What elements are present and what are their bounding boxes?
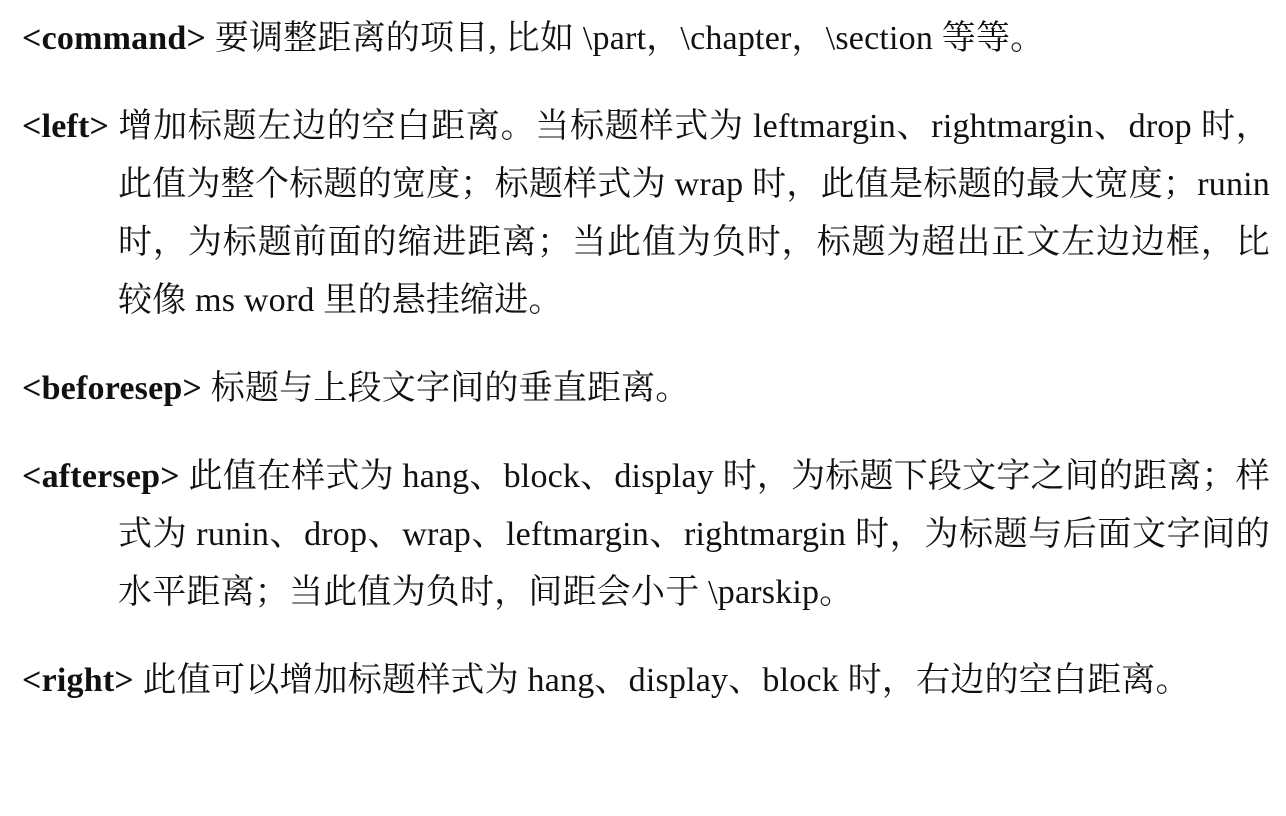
entry-right bbox=[22, 652, 1270, 710]
document-body bbox=[22, 10, 1270, 710]
entry-beforesep bbox=[22, 360, 1270, 418]
entry-command bbox=[22, 10, 1270, 68]
entry-term: <right> bbox=[22, 662, 134, 699]
entry-description: 标题与上段文字间的垂直距离。 bbox=[210, 370, 690, 407]
entry-term: <aftersep> bbox=[22, 458, 180, 495]
entry-term: <beforesep> bbox=[22, 370, 203, 407]
entry-aftersep bbox=[22, 448, 1270, 622]
entry-description: 此值可以增加标题样式为 hang、display、block 时，右边的空白距离。 bbox=[142, 662, 1190, 699]
entry-description: 此值在样式为 hang、block、display 时，为标题下段文字之间的距离；样式为 runin、drop、wrap、leftmargin、rightmargin 时，为标题与后面文字间的水平距离；当此值为负时，间距会小于 \parskip。 bbox=[118, 458, 1270, 611]
entry-term: <command> bbox=[22, 20, 207, 57]
entry-term: <left> bbox=[22, 108, 110, 145]
entry-description: 要调整距离的项目, 比如 \part，\chapter，\section 等等。 bbox=[214, 20, 1045, 57]
entry-description: 增加标题左边的空白距离。当标题样式为 leftmargin、rightmargin、drop 时，此值为整个标题的宽度；标题样式为 wrap 时，此值是标题的最大宽度；runin 时，为标题前面的缩进距离；当此值为负时，标题为超出正文左边边框，比较像 ms word 里的悬挂缩进。 bbox=[118, 108, 1270, 319]
entry-left bbox=[22, 98, 1270, 330]
